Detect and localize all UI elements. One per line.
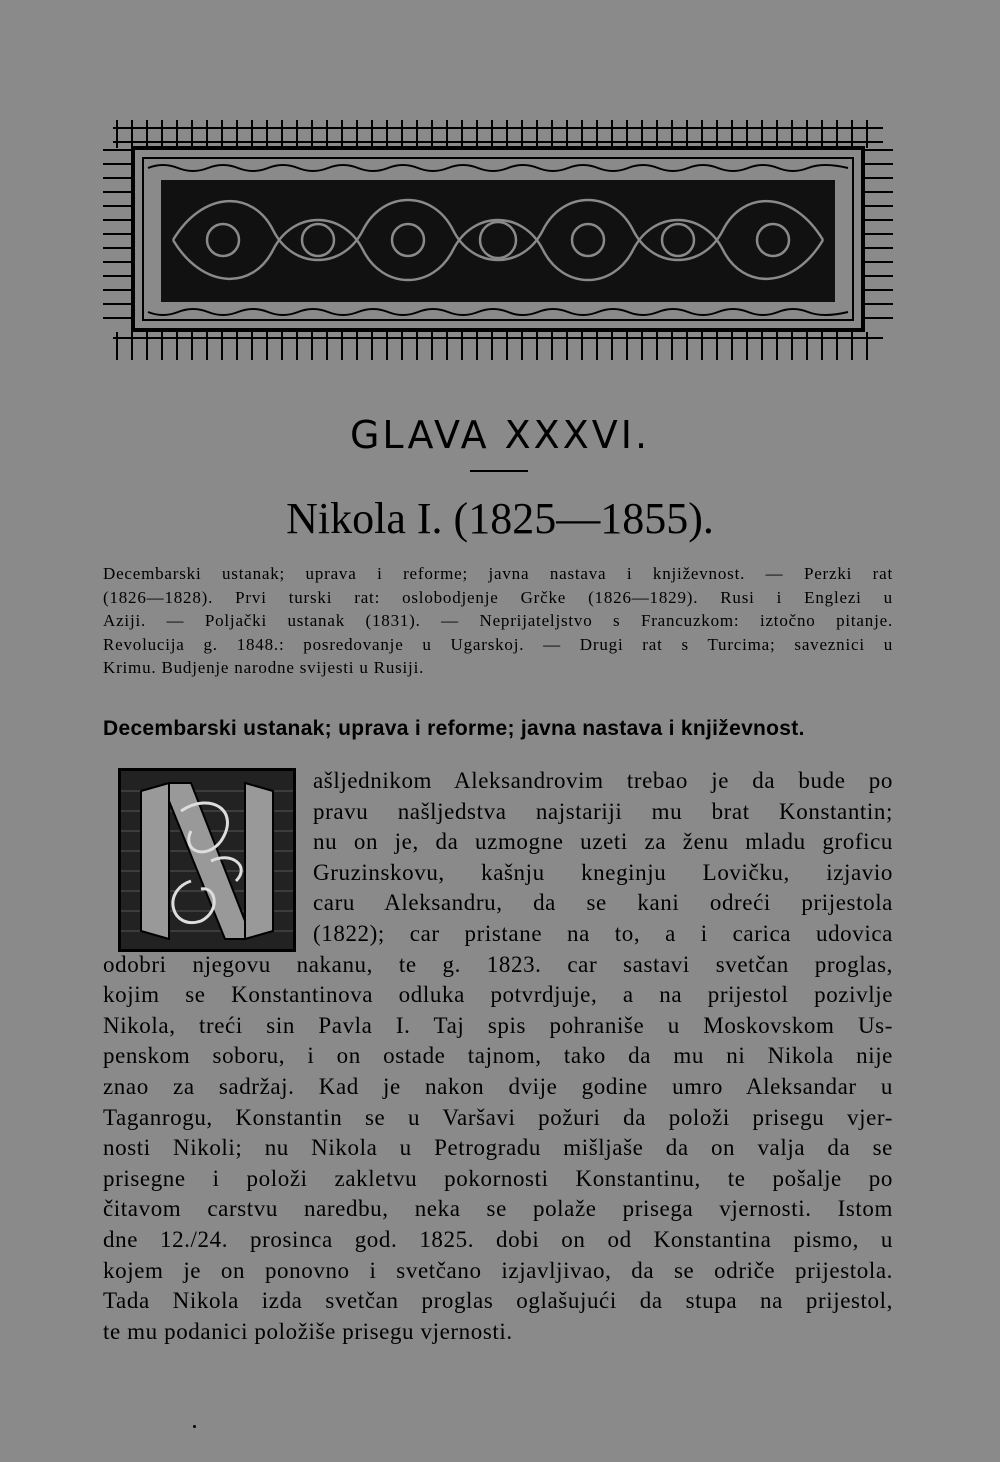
- body-line: Tada Nikola izda svetčan proglas oglašujući da stupa na prijestol,: [103, 1288, 893, 1314]
- body-line: čitavom carstvu naredbu, neka se polaže prisega vjernosti. Istom: [103, 1196, 893, 1222]
- body-line: Nikola, treći sin Pavla I. Taj spis pohraniše u Moskovskom Us-: [103, 1012, 893, 1038]
- body-line: ašljednikom Aleksandrovim trebao je da bude po: [313, 768, 893, 793]
- body-line: (1822); car pristane na to, a i carica udovica: [313, 920, 893, 946]
- body-line: kojim se Konstantinova odluka potvrdjuje, a na prijestol pozivlje: [103, 982, 893, 1008]
- body-line: nu on je, da uzmogne uzeti za ženu mladu groficu: [313, 829, 893, 855]
- title-divider: [470, 470, 528, 472]
- body-line: te mu podanici položiše prisegu vjernosti.: [103, 1318, 513, 1344]
- body-line: prisegne i položi zakletvu pokornosti Konstantinu, te pošalje po: [103, 1165, 893, 1191]
- summary-line: Decembarski ustanak; uprava i reforme; javna nastava i književnost. — Perzki rat: [103, 564, 893, 583]
- body-line: penskom soboru, i on ostade tajnom, tako da mu ni Nikola nije: [103, 1043, 893, 1069]
- summary-line: Revolucija g. 1848.: posredovanje u Ugarskoj. — Drugi rat s Turcima; saveznici u: [103, 634, 893, 654]
- ink-speck: [193, 1425, 196, 1428]
- body-line: caru Aleksandru, da se kani odreći prijestola: [313, 890, 893, 916]
- summary-line: Krimu. Budjenje narodne svijesti u Rusiji.: [103, 658, 425, 677]
- body-line: pravu našljedstva najstariji mu brat Konstantin;: [313, 798, 893, 824]
- body-line: Taganrogu, Konstantin se u Varšavi požuri da položi prisegu vjer-: [103, 1104, 893, 1130]
- section-heading: Decembarski ustanak; uprava i reforme; javna nastava i književnost.: [103, 717, 805, 740]
- body-line: kojem je on ponovno i svetčano izjavljivao, da se odriče prijestola.: [103, 1257, 893, 1283]
- body-line: dne 12./24. prosinca god. 1825. dobi on od Konstantina pismo, u: [103, 1226, 893, 1252]
- summary-line: (1826—1828). Prvi turski rat: oslobodjenje Grčke (1826—1829). Rusi i Englezi u: [103, 587, 893, 607]
- body-line: znao za sadržaj. Kad je nakon dvije godine umro Aleksandar u: [103, 1073, 893, 1099]
- body-text: [103, 766, 893, 1347]
- body-line: odobri njegovu nakanu, te g. 1823. car sastavi svetčan proglas,: [103, 951, 893, 977]
- body-line: nosti Nikoli; nu Nikola u Petrogradu mišljaše da on valja da se: [103, 1135, 893, 1161]
- body-line: Gruzinskovu, kašnju kneginju Lovičku, izjavio: [313, 859, 893, 885]
- summary-line: Aziji. — Poljački ustanak (1831). — Neprijateljstvo s Francuzkom: iztočno pitanje.: [103, 611, 893, 630]
- chapter-summary: [103, 562, 893, 680]
- chapter-title: Nikola I. (1825—1855).: [286, 494, 714, 543]
- chapter-label: GLAVA XXXVI.: [349, 413, 651, 457]
- header-ornament: [103, 120, 893, 365]
